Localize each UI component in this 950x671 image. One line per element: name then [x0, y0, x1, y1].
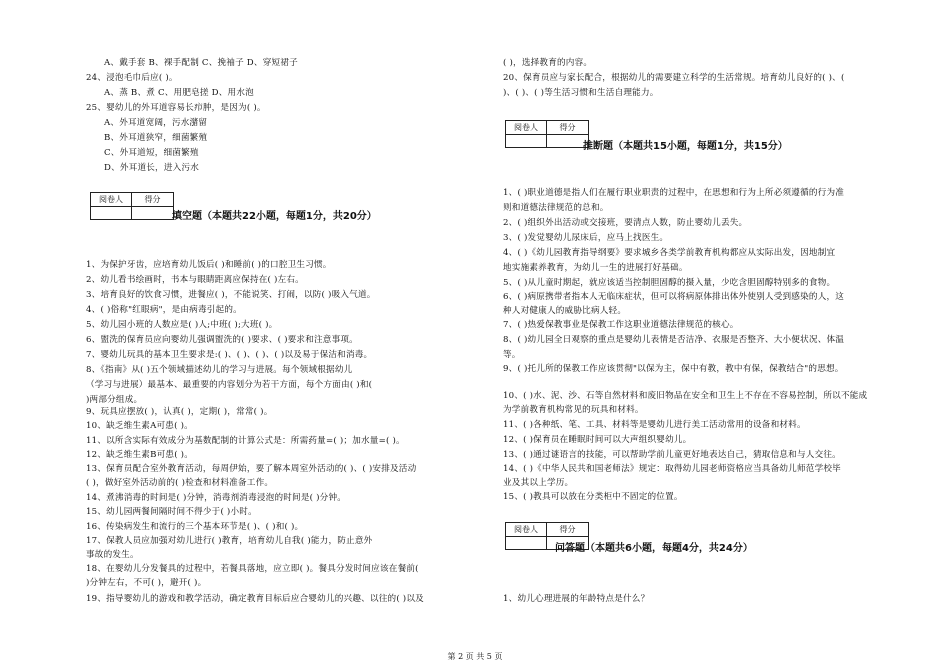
- judge-question-line: 6、( )病原携带者指本人无临床症状，但可以将病原体排出体外使别人受到感染的人，这: [503, 292, 845, 302]
- fill-question-line: （学习与进展）最基本、最重要的内容划分为若干方面，每个方面由( )和(: [86, 380, 373, 390]
- reviewer-cell: [91, 207, 132, 220]
- judge-question-line: 3、( )发觉婴幼儿尿床后，应马上找医生。: [503, 233, 669, 243]
- answer-question-line: 1、幼儿心理进展的年龄特点是什么？: [503, 594, 650, 604]
- fill-question-line: )分钟左右，不可( )，避开( )。: [86, 578, 207, 588]
- judge-question-line: 7、( )热爱保教事业是保教工作这职业道德法律规范的核心。: [503, 320, 739, 330]
- page-footer: 第 2 页 共 5 页: [447, 652, 503, 661]
- fill-question-line: 13、保育员配合室外教育活动，每周伊始，要了解本周室外活动的( )、( )安排及活动: [86, 464, 417, 474]
- section-title-answer: 问答题（本题共6小题，每题4分，共24分）: [555, 543, 753, 554]
- fill-question-line: 19、指导婴幼儿的游戏和教学活动，确定教育目标后应合婴幼儿的兴趣、以往的( )以及: [86, 594, 424, 604]
- judge-question-line: 4、( )《幼儿园教育指导纲要》要求城乡各类学前教育机构都应从实际出发，因地制宜: [503, 248, 836, 258]
- judge-question-line: 2、( )组织外出活动或交接班，要清点人数，防止婴幼儿丢失。: [503, 218, 748, 228]
- fill-question-line: 9、玩具应摆放( )，认真( )，定期( )，常常( )。: [86, 407, 273, 417]
- score-box-fill: [90, 192, 174, 220]
- fill-question-line: 2、幼儿看书绘画时，书本与眼睛距离应保持在( )左右。: [86, 275, 304, 285]
- judge-question-line: 业及其以上学历。: [503, 478, 574, 488]
- fill-question-line: 10、缺乏维生素A可患( )。: [86, 421, 193, 431]
- reviewer-label: 阅卷人: [506, 523, 547, 536]
- score-cell: [547, 135, 588, 148]
- section-title-judge: 推断题（本题共15小题，每题1分，共15分）: [583, 141, 788, 152]
- reviewer-cell: [506, 537, 547, 550]
- section-title-fill: 填空题（本题共22小题，每题1分，共20分）: [172, 211, 377, 222]
- judge-question-line: 9、( )托儿所的保教工作应该贯彻"以保为主，保中有教，教中有保，保教结合"的思想。: [503, 364, 844, 374]
- reviewer-label: 阅卷人: [506, 121, 547, 134]
- judge-question-line: 1、( )职业道德是指人们在履行职业职责的过程中，在思想和行为上所必须遵循的行为准: [503, 188, 845, 198]
- judge-question-line: 14、( )《中华人民共和国老师法》规定：取得幼儿园老师资格应当具备幼儿师范学校毕: [503, 464, 841, 474]
- fill-question-line: )、( )、( )等生活习惯和生活自理能力。: [503, 88, 659, 98]
- fill-question-line: 11、以所含实际有效成分为基数配制的计算公式是：所需药量=( )；加水量=( )。: [86, 436, 405, 446]
- fill-question-line: 14、煮沸消毒的时间是( )分钟，消毒剂消毒浸泡的时间是( )分钟。: [86, 493, 347, 503]
- option-line: A、外耳道宽阔，污水潴留: [104, 118, 208, 128]
- fill-question-line: ( )，选择教育的内容。: [503, 58, 593, 68]
- judge-question-line: 12、( )保育员在睡眠时间可以大声组织婴幼儿。: [503, 435, 692, 445]
- judge-question-line: 11、( )各种纸、笔、工具、材料等是婴幼儿进行美工活动常用的设备和材料。: [503, 420, 806, 430]
- option-line: C、外耳道短，细菌繁殖: [104, 148, 199, 158]
- judge-question-line: 为学前教育机构常见的玩具和材料。: [503, 405, 644, 415]
- reviewer-label: 阅卷人: [91, 193, 132, 206]
- fill-question-line: 事故的发生。: [86, 550, 139, 560]
- judge-question-line: 则和道德法律规范的总和。: [503, 203, 609, 213]
- fill-question-line: 12、缺乏维生素B可患( )。: [86, 450, 194, 460]
- score-cell: [132, 207, 173, 220]
- judge-question-line: 地实施素养教育，为幼儿一生的进展打好基础。: [503, 263, 688, 273]
- fill-question-line: 18、在婴幼儿分发餐具的过程中，若餐具落地，应立即( )。餐具分发时间应该在餐前(: [86, 564, 419, 574]
- option-line: 24、浸泡毛巾后应( )。: [86, 73, 178, 83]
- fill-question-line: 1、为保护牙齿，应培育幼儿饭后( )和睡前( )的口腔卫生习惯。: [86, 260, 332, 270]
- score-label: 得分: [559, 123, 576, 132]
- judge-question-line: 13、( )通过谜语言的技能，可以帮助学前儿童更好地表达自己，猜取信息和与人交往。: [503, 450, 841, 460]
- fill-question-line: 17、保教人员应加强对幼儿进行( )教育，培育幼儿自我( )能力，防止意外: [86, 536, 373, 546]
- score-box-judge: [505, 120, 589, 148]
- fill-question-line: 16、传染病发生和流行的三个基本环节是( )、( )和( )。: [86, 522, 304, 532]
- judge-question-line: 15、( )教具可以放在分类柜中不固定的位置。: [503, 492, 683, 502]
- fill-question-line: 3、培育良好的饮食习惯，进餐应( )，不能说笑、打闹，以防( )吸入气道。: [86, 290, 376, 300]
- score-label: 得分: [144, 195, 161, 204]
- fill-question-line: ( )，做好室外活动前的( )检查和材料准备工作。: [86, 478, 274, 488]
- fill-question-line: 20、保育员应与家长配合，根据幼儿的需要建立科学的生活常规。培育幼儿良好的( )、(: [503, 73, 845, 83]
- fill-question-line: 15、幼儿园两餐间隔时间不得少于( )小时。: [86, 507, 257, 517]
- option-line: B、外耳道狭窄，细菌繁殖: [104, 133, 208, 143]
- judge-question-line: 种人对健康人的威胁比病人轻。: [503, 306, 627, 316]
- judge-question-line: 5、( )从儿童时期起，就应该适当控制胆固醇的摄入量，少吃含胆固醇特别多的食物。: [503, 278, 836, 288]
- fill-question-line: 7、婴幼儿玩具的基本卫生要求是:( )、( )、( )、( )以及易于保洁和消毒。: [86, 350, 373, 360]
- judge-question-line: 8、( )幼儿园全日观察的重点是婴幼儿表情是否洁净、衣服是否整齐、大小便状况、体温: [503, 335, 845, 345]
- option-line: A、戴手套 B、裸手配制 C、挽袖子 D、穿短裙子: [104, 58, 298, 68]
- option-line: D、外耳道长，进入污水: [104, 163, 200, 173]
- judge-question-line: 10、( )水、泥、沙、石等自然材料和废旧物品在安全和卫生上不存在不容易控制，所以不能成: [503, 391, 868, 401]
- reviewer-cell: [506, 135, 547, 148]
- judge-question-line: 等。: [503, 350, 521, 360]
- fill-question-line: 5、幼儿园小班的人数应是( )人;中班( );大班( )。: [86, 320, 278, 330]
- fill-question-line: 8、《指南》从( )五个领域描述幼儿的学习与进展。每个领域根据幼儿: [86, 365, 353, 375]
- fill-question-line: 4、( )俗称"红眼病"，是由病毒引起的。: [86, 305, 242, 315]
- fill-question-line: 6、盥洗的保育员应向婴幼儿强调盥洗的( )要求、( )要求和注意事项。: [86, 335, 358, 345]
- score-label: 得分: [559, 525, 576, 534]
- option-line: A、蒸 B、煮 C、用肥皂搓 D、用水泡: [104, 88, 254, 98]
- option-line: 25、婴幼儿的外耳道容易长疖肿，是因为( )。: [86, 103, 266, 113]
- fill-question-line: )两部分组成。: [86, 395, 143, 405]
